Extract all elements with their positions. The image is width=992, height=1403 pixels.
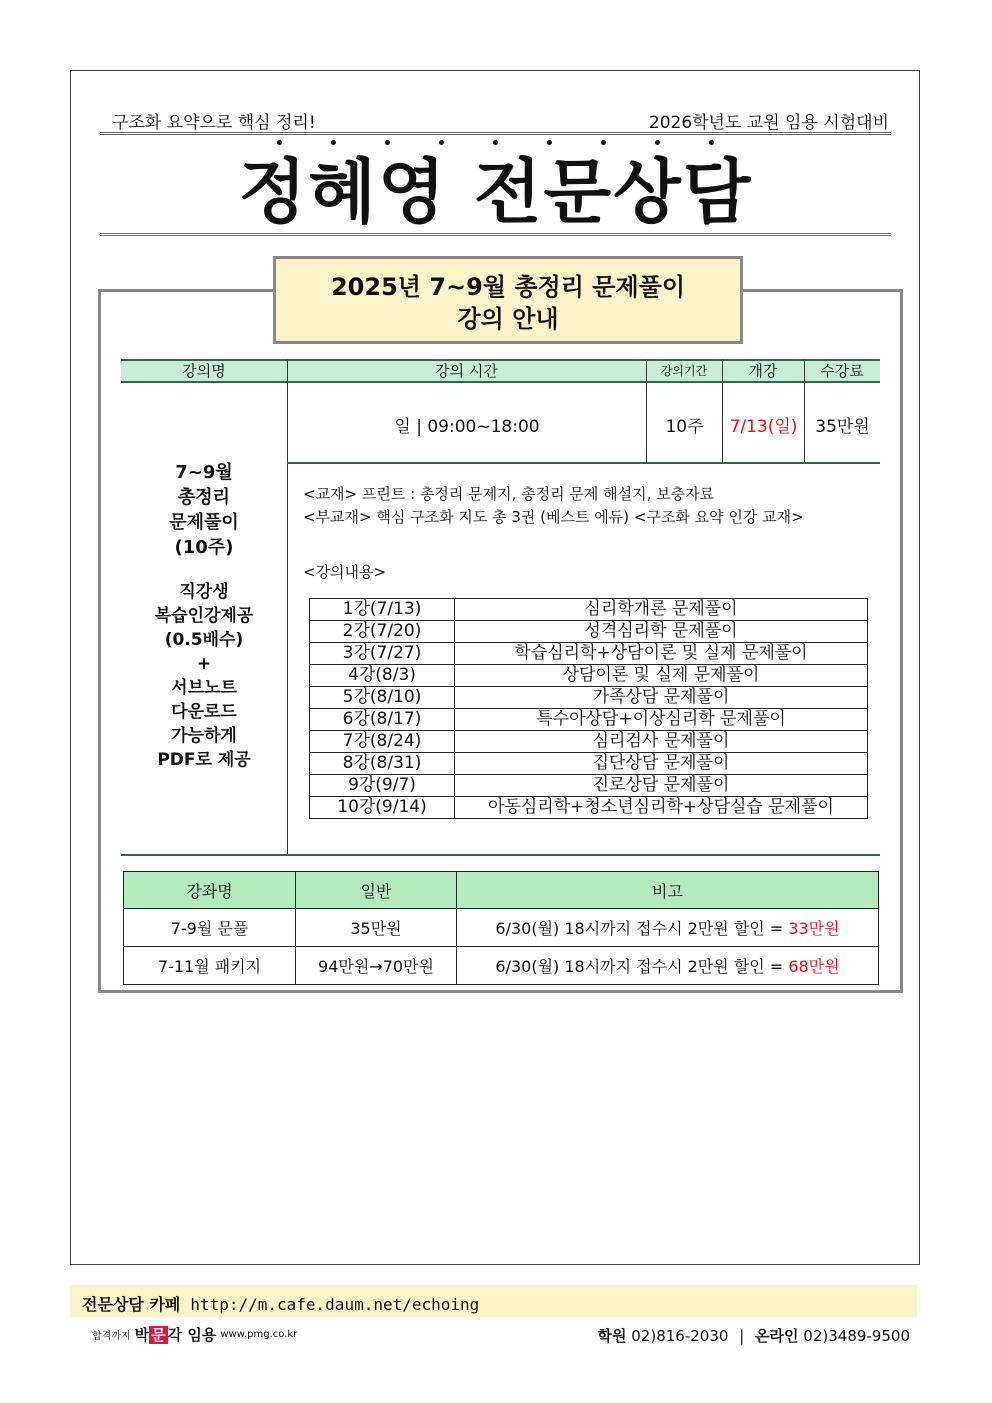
extra-line: 가능하게 [171, 726, 237, 746]
header-start: 개강 [748, 362, 778, 380]
fee-course: 7-9월 문풀 [124, 909, 296, 947]
course-fee: 35만원 [815, 417, 870, 437]
course-name-line: 총정리 [177, 487, 231, 508]
lecture-topic: 심리학개론 문제풀이 [455, 599, 868, 621]
header-time: 강의 시간 [435, 362, 498, 380]
grid-line [646, 359, 647, 463]
top-divider [100, 132, 891, 135]
page-title: 정혜영 전문상담 [238, 151, 753, 233]
contact-info [597, 1325, 910, 1346]
fee-final: 68만원 [788, 957, 840, 976]
table-row [310, 753, 868, 775]
logo-site: www.pmg.co.kr [220, 1329, 298, 1340]
course-name-line: 7~9월 [175, 462, 233, 483]
table-row [310, 731, 868, 753]
exam-label: 2026학년도 교원 임용 시험대비 [648, 113, 889, 133]
dot [277, 140, 282, 145]
course-extras [121, 580, 287, 772]
lecture-topic: 집단상담 문제풀이 [455, 753, 868, 775]
fee-note-text: 6/30(월) 18시까지 접수시 2만원 할인 = [495, 919, 789, 938]
title-block [100, 140, 891, 232]
course-table-header [121, 359, 880, 383]
extra-line: 직강생 [179, 582, 229, 602]
lecture-no: 1강(7/13) [310, 599, 455, 621]
table-row [310, 665, 868, 687]
fee-header: 일반 [296, 872, 457, 909]
lecture-no: 3강(7/27) [310, 643, 455, 665]
publisher-logo [92, 1324, 297, 1345]
grid-line [121, 854, 880, 856]
lecture-topic: 성격심리학 문제풀이 [455, 621, 868, 643]
lecture-topic: 특수아상담+이상심리학 문제풀이 [455, 709, 868, 731]
lecture-table [309, 598, 868, 819]
academy-phone: 02)816-2030 [631, 1327, 729, 1345]
table-row [310, 775, 868, 797]
lecture-topic: 심리검사 문제풀이 [455, 731, 868, 753]
dot [601, 140, 606, 145]
fee-note-text: 6/30(월) 18시까지 접수시 2만원 할인 = [495, 957, 789, 976]
fee-header: 비고 [457, 872, 879, 909]
dot [385, 140, 390, 145]
logo-prefix: 합격까지 [92, 1331, 131, 1342]
fee-final: 33만원 [788, 919, 840, 938]
table-row [124, 909, 879, 947]
lecture-no: 8강(8/31) [310, 753, 455, 775]
course-start: 7/13(일) [729, 417, 798, 437]
lecture-no: 7강(8/24) [310, 731, 455, 753]
online-label: 온라인 [755, 1327, 799, 1345]
tagline: 구조화 요약으로 핵심 정리! [112, 113, 316, 133]
cafe-link[interactable]: http://m.cafe.daum.net/echoing [190, 1295, 480, 1314]
cafe-info [82, 1292, 479, 1315]
lecture-no: 9강(9/7) [310, 775, 455, 797]
fee-price: 94만원→70만원 [296, 947, 457, 985]
table-row [310, 797, 868, 819]
table-row [310, 687, 868, 709]
table-row [310, 643, 868, 665]
logo-brand [135, 1324, 217, 1345]
cafe-label: 전문상담 카페 [82, 1295, 181, 1314]
extra-line: (0.5배수) [164, 630, 244, 650]
header-fee: 수강료 [820, 362, 864, 380]
table-row [310, 621, 868, 643]
extra-line: PDF로 제공 [157, 750, 251, 770]
dot [331, 140, 336, 145]
course-name-line: (10주) [174, 537, 234, 558]
grid-line [287, 462, 880, 464]
logo-part: 각 임용 [167, 1326, 217, 1344]
table-row [310, 599, 868, 621]
materials [303, 483, 804, 529]
fee-header: 강좌명 [124, 872, 296, 909]
grid-line [722, 359, 723, 463]
course-time: 일 | 09:00~18:00 [394, 417, 540, 437]
lecture-topic: 학습심리학+상담이론 및 실제 문제풀이 [455, 643, 868, 665]
course-banner [273, 256, 743, 344]
lecture-no: 5강(8/10) [310, 687, 455, 709]
extra-line: + [196, 654, 212, 674]
sub-textbook-line: <부교재> 핵심 구조화 지도 총 3권 (베스트 에듀) <구조화 요약 인강 교재> [303, 508, 804, 526]
logo-part: 문 [151, 1326, 166, 1344]
lecture-no: 6강(8/17) [310, 709, 455, 731]
fee-table [123, 871, 879, 985]
course-period: 10주 [665, 417, 704, 437]
online-phone: 02)3489-9500 [803, 1327, 910, 1345]
banner-line1: 2025년 7~9월 총정리 문제풀이 [330, 273, 686, 301]
dot [655, 140, 660, 145]
lecture-no: 10강(9/14) [310, 797, 455, 819]
dot [439, 140, 444, 145]
lecture-topic: 진로상담 문제풀이 [455, 775, 868, 797]
header-period: 강의기간 [660, 364, 708, 378]
content-label: <강의내용> [303, 563, 387, 581]
dot [493, 140, 498, 145]
lecture-no: 4강(8/3) [310, 665, 455, 687]
header-name: 강의명 [182, 362, 226, 380]
lecture-topic: 상담이론 및 실제 문제풀이 [455, 665, 868, 687]
course-name-line: 문제풀이 [169, 512, 239, 533]
fee-header-row [124, 872, 879, 909]
dot [709, 140, 714, 145]
extra-line: 복습인강제공 [154, 606, 254, 626]
table-row [124, 947, 879, 985]
logo-part: 박 [134, 1326, 150, 1344]
fee-note [457, 947, 879, 985]
academy-label: 학원 [597, 1327, 627, 1345]
lecture-topic: 아동심리학+청소년심리학+상담실습 문제풀이 [455, 797, 868, 819]
lecture-topic: 가족상담 문제풀이 [455, 687, 868, 709]
table-row [310, 709, 868, 731]
separator: | [739, 1327, 745, 1345]
textbook-line: <교재> 프린트 : 총정리 문제지, 총정리 문제 해설지, 보충자료 [303, 485, 715, 503]
grid-line [804, 359, 805, 463]
fee-note [457, 909, 879, 947]
extra-line: 서브노트 [171, 678, 237, 698]
fee-course: 7-11월 패키지 [124, 947, 296, 985]
extra-line: 다운로드 [171, 702, 237, 722]
dot [547, 140, 552, 145]
lecture-no: 2강(7/20) [310, 621, 455, 643]
fee-price: 35만원 [296, 909, 457, 947]
banner-line2: 강의 안내 [457, 305, 559, 333]
course-name [121, 460, 287, 772]
title-divider [100, 233, 891, 236]
